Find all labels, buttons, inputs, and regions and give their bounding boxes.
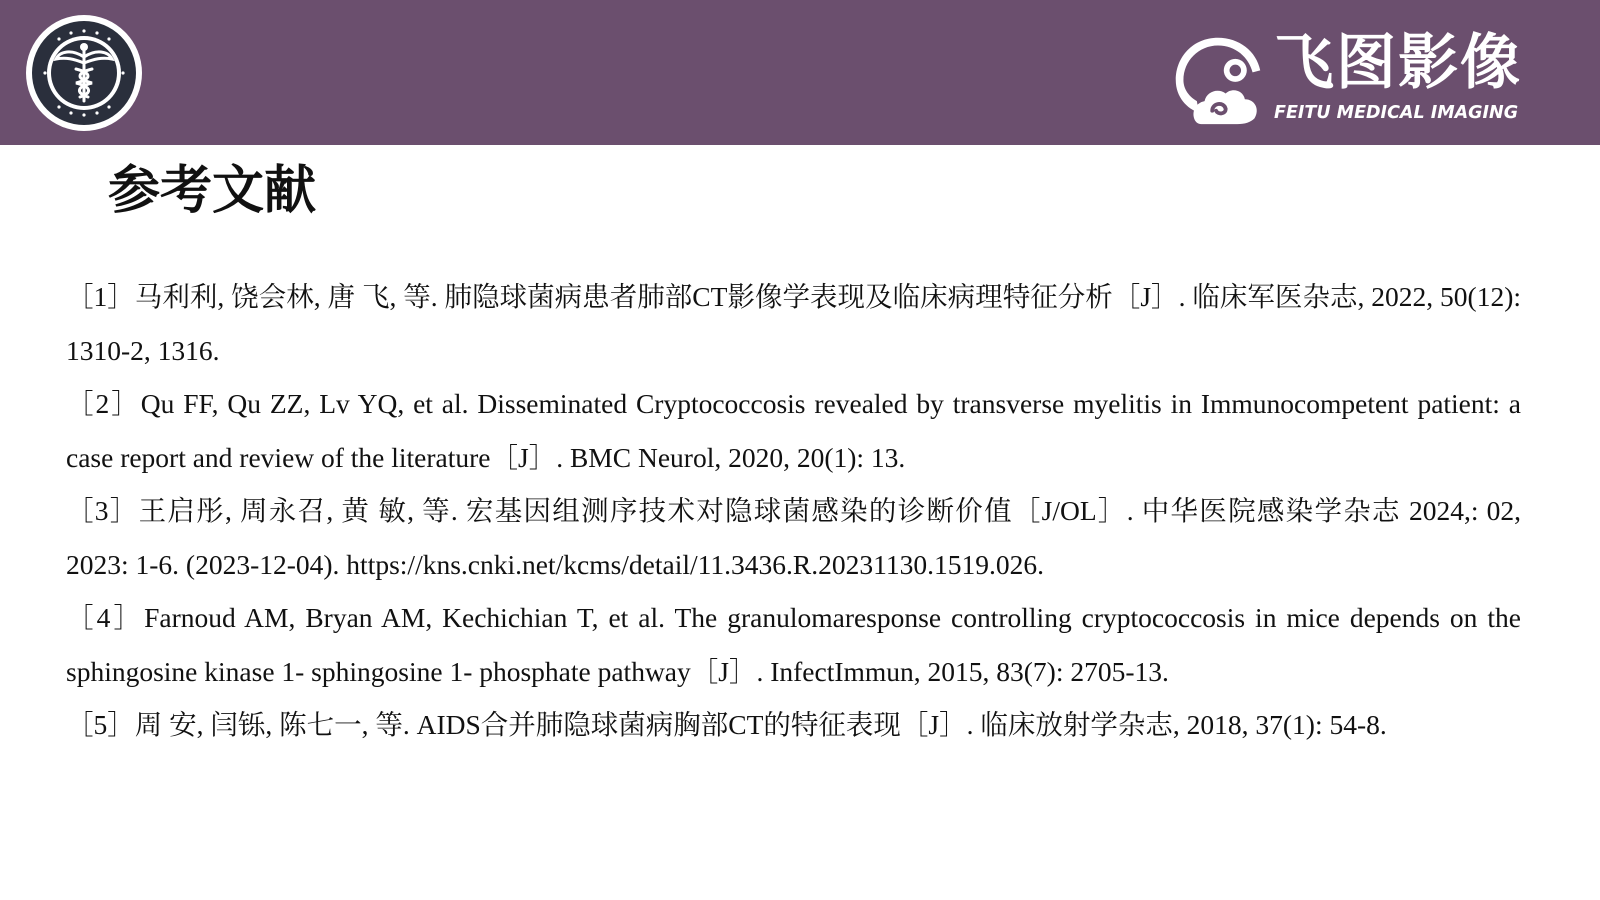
- reference-number: ［4］: [66, 602, 145, 633]
- reference-number: ［3］: [66, 495, 139, 526]
- page-title: 参考文献: [108, 160, 317, 221]
- reference-item: [66, 484, 1521, 591]
- reference-item: [66, 377, 1521, 484]
- reference-text: Farnoud AM, Bryan AM, Kechichian T, et al. The granulomaresponse controlling cryptococcosis in mice depends on the sphingosine kinase 1- sphingosine 1- phosphate pathway［J］. InfectImmun, 2015, 83(7): 2705-13.: [66, 602, 1521, 687]
- reference-text: 王启彤, 周永召, 黄 敏, 等. 宏基因组测序技术对隐球菌感染的诊断价值［J/OL］. 中华医院感染学杂志 2024,: 02, 2023: 1-6. (2023-12-04). https://kns.cnki.net/kcms/detail/11.3436.R.20231130.1519.026.: [66, 495, 1522, 580]
- reference-item: [66, 270, 1521, 377]
- reference-list: [66, 270, 1521, 752]
- header-bar: [0, 0, 1600, 145]
- reference-text: Qu FF, Qu ZZ, Lv YQ, et al. Disseminated Cryptococcosis revealed by transverse myelitis in Immunocompetent patient: a case report and review of the literature［J］. BMC Neurol, 2020, 20(1): 13.: [66, 388, 1522, 473]
- reference-number: ［5］: [66, 709, 135, 740]
- reference-number: ［2］: [66, 388, 141, 419]
- caduceus-seal-icon: [24, 13, 144, 133]
- reference-item: [66, 698, 1521, 752]
- reference-text: 周 安, 闫铄, 陈七一, 等. AIDS合并肺隐球菌病胸部CT的特征表现［J］. 临床放射学杂志, 2018, 37(1): 54-8.: [134, 709, 1387, 740]
- reference-text: 马利利, 饶会林, 唐 飞, 等. 肺隐球菌病患者肺部CT影像学表现及临床病理特征分析［J］. 临床军医杂志, 2022, 50(12): 1310-2, 1316.: [66, 281, 1522, 366]
- brand-name-en: FEITU MEDICAL IMAGING: [1274, 103, 1519, 123]
- cloud-swirl-logo-icon: [1170, 32, 1266, 128]
- reference-item: [66, 591, 1521, 698]
- reference-number: ［1］: [66, 281, 135, 312]
- brand-name-cn: 飞图影像: [1274, 28, 1522, 98]
- brand-logo: [1170, 30, 1570, 130]
